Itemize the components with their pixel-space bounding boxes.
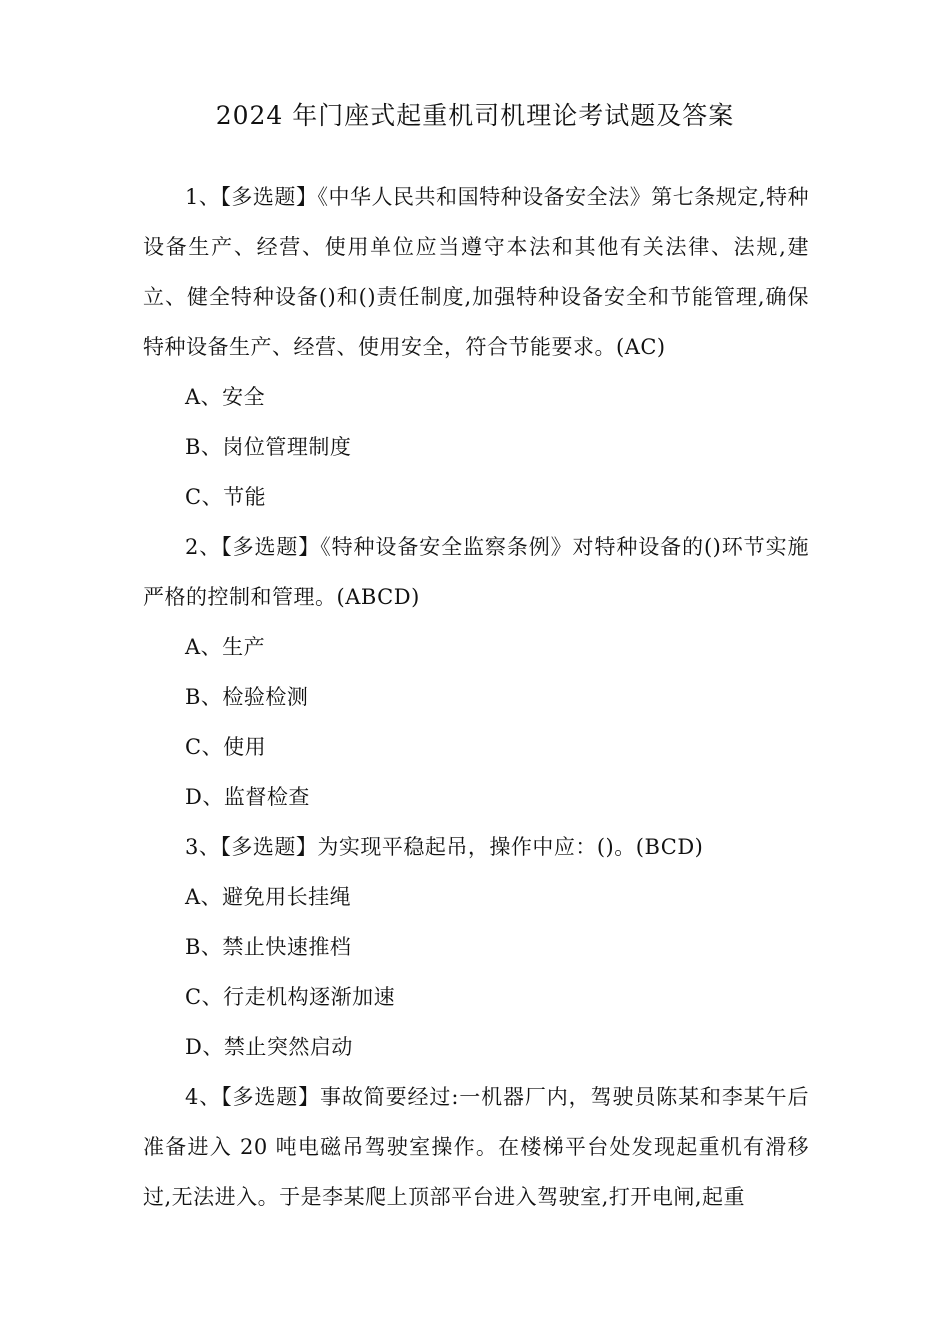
question-2-option-c: C、使用 xyxy=(185,735,267,759)
question-3-option-a: A、避免用长挂绳 xyxy=(185,885,352,909)
question-2: 2、【多选题】《特种设备安全监察条例》对特种设备的()环节实施严格的控制和管理。(ABCD) xyxy=(143,535,809,609)
question-1-option-c: C、节能 xyxy=(185,485,267,509)
question-1-option-a: A、安全 xyxy=(185,385,266,409)
question-1: 1、【多选题】《中华人民共和国特种设备安全法》第七条规定,特种设备生产、经营、使用单位应当遵守本法和其他有关法律、法规,建立、健全特种设备()和()责任制度,加强特种设备安全和节能管理,确保特种设备生产、经营、使用安全，符合节能要求。(AC) xyxy=(143,185,809,359)
question-3-option-b: B、禁止快速推档 xyxy=(185,935,352,959)
question-1-option-b: B、岗位管理制度 xyxy=(185,435,352,459)
question-4: 4、【多选题】事故简要经过:一机器厂内，驾驶员陈某和李某午后准备进入 20 吨电磁吊驾驶室操作。在楼梯平台处发现起重机有滑移过,无法进入。于是李某爬上顶部平台进入驾驶室,打开电闸,起重 xyxy=(143,1085,809,1209)
question-2-option-b: B、检验检测 xyxy=(185,685,309,709)
question-3-option-d: D、禁止突然启动 xyxy=(185,1035,353,1059)
document-body xyxy=(143,172,809,1222)
document-title: 2024 年门座式起重机司机理论考试题及答案 xyxy=(215,101,735,130)
question-2-option-a: A、生产 xyxy=(185,635,266,659)
question-3-option-c: C、行走机构逐渐加速 xyxy=(185,985,396,1009)
question-2-option-d: D、监督检查 xyxy=(185,785,310,809)
question-3: 3、【多选题】为实现平稳起吊，操作中应：()。(BCD) xyxy=(185,835,704,859)
